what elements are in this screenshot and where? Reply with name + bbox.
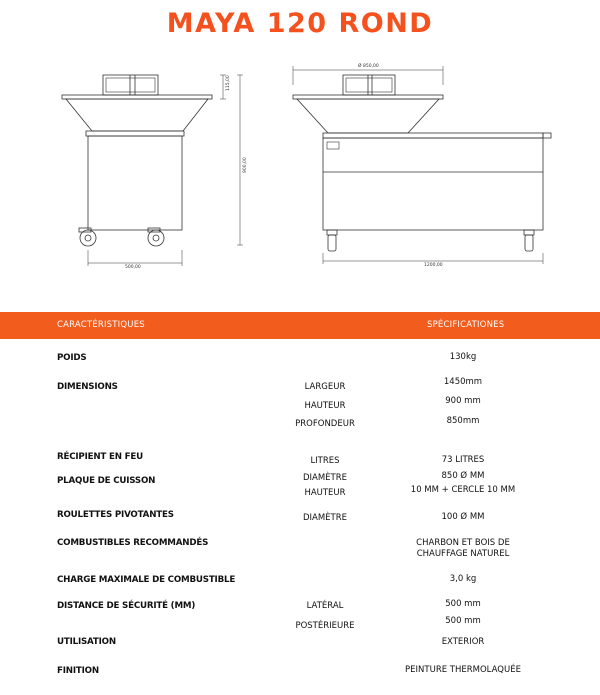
row-label-max-load: CHARGE MAXIMALE DE COMBUSTIBLE <box>57 575 236 585</box>
row-label-casters: ROULETTES PIVOTANTES <box>57 510 174 520</box>
row-label-fire-container: RÉCIPIENT EN FEU <box>57 452 143 462</box>
table-header-bar <box>0 312 600 339</box>
sub-caster-diameter: DIAMÈTRE <box>302 513 348 523</box>
header-characteristics: CARACTÉRISTIQUES <box>57 320 145 330</box>
sub-height: HAUTEUR <box>304 401 346 411</box>
row-label-safety-distance: DISTANCE DE SÉCURITÉ (MM) <box>57 601 196 611</box>
row-label-dimensions: DIMENSIONS <box>57 382 118 392</box>
sub-liters: LITRES <box>310 456 340 466</box>
dim-width-right: 1200,00 <box>424 263 443 268</box>
product-title: MAYA 120 ROND <box>166 8 434 39</box>
row-label-usage: UTILISATION <box>57 637 116 647</box>
value-plate-diameter: 850 Ø MM <box>441 471 485 481</box>
row-label-finish: FINITION <box>57 666 99 676</box>
value-liters: 73 LITRES <box>441 455 485 465</box>
value-rear: 500 mm <box>445 616 481 626</box>
row-label-weight: POIDS <box>57 353 87 363</box>
value-height: 900 mm <box>445 396 481 406</box>
side-view-drawing <box>293 66 551 264</box>
front-view-drawing <box>62 75 243 266</box>
sub-plate-height: HAUTEUR <box>304 488 346 498</box>
dim-total-height: 900,00 <box>243 157 248 173</box>
value-weight: 130kg <box>449 352 477 362</box>
sub-depth: PROFONDEUR <box>295 419 355 429</box>
value-max-load: 3,0 kg <box>449 574 477 584</box>
dim-diameter: Ø 850,00 <box>358 64 379 69</box>
value-plate-height: 10 MM + CERCLE 10 MM <box>410 485 516 495</box>
value-finish: PEINTURE THERMOLAQUÉE <box>405 665 521 675</box>
value-fuels-line1: CHARBON ET BOIS DE <box>416 538 510 548</box>
dim-width-left: 500,00 <box>125 265 141 270</box>
row-label-cooking-plate: PLAQUE DE CUISSON <box>57 476 156 486</box>
value-fuels-line2: CHAUFFAGE NATUREL <box>416 549 510 559</box>
sub-diameter: DIAMÈTRE <box>302 473 348 483</box>
row-label-fuels: COMBUSTIBLES RECOMMANDÉS <box>57 538 209 548</box>
sub-rear: POSTÉRIEURE <box>295 621 355 631</box>
header-specifications: SPÉCIFICATIONES <box>427 320 505 330</box>
value-lateral: 500 mm <box>445 599 481 609</box>
technical-drawing <box>0 55 600 275</box>
value-depth: 850mm <box>446 416 480 426</box>
dim-top-height: 115,00 <box>226 75 231 91</box>
value-usage: EXTERIOR <box>441 637 485 647</box>
sub-lateral: LATÉRAL <box>306 601 344 611</box>
value-caster-diameter: 100 Ø MM <box>441 512 485 522</box>
value-width: 1450mm <box>443 377 483 387</box>
sub-width: LARGEUR <box>304 382 346 392</box>
